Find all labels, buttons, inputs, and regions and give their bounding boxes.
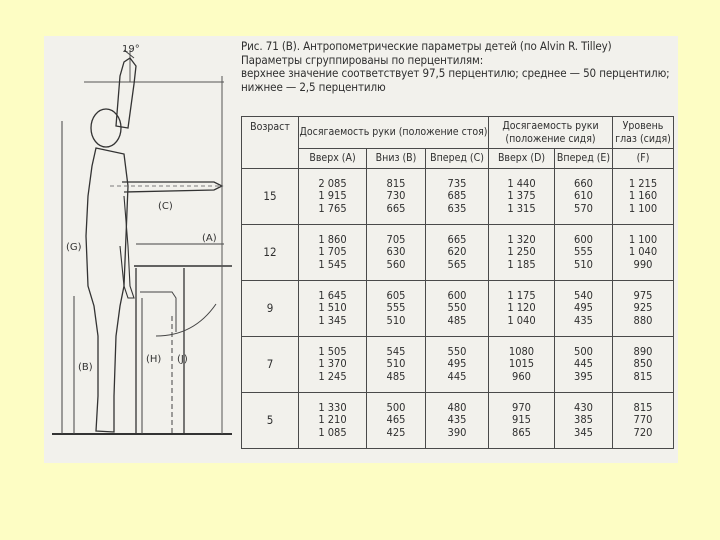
percentile-value: 1 210 (318, 413, 347, 427)
percentile-value: 540 (574, 288, 593, 302)
value-cell-f (613, 281, 674, 337)
anthropometric-table (241, 116, 674, 449)
value-cell-c (426, 169, 489, 225)
percentile-value: 705 (386, 232, 406, 246)
percentile-value: 1 645 (318, 288, 347, 302)
label-j: (J) (177, 354, 188, 365)
percentile-value: 485 (447, 313, 467, 327)
age-cell: 7 (242, 337, 299, 393)
percentile-value: 485 (386, 369, 406, 383)
percentile-value: 480 (447, 400, 467, 414)
percentile-value: 770 (633, 413, 653, 427)
percentile-value: 510 (574, 257, 593, 271)
percentile-value: 495 (447, 357, 467, 371)
percentile-value: 445 (574, 357, 593, 371)
label-a: (A) (202, 233, 217, 244)
value-cell-d (489, 337, 555, 393)
percentile-value: 395 (574, 369, 593, 383)
percentile-value: 1 370 (318, 357, 347, 371)
caption-line-4: нижнее — 2,5 перцентилю (241, 80, 386, 94)
value-cell-c (426, 225, 489, 281)
percentile-value: 565 (447, 257, 467, 271)
percentile-value: 465 (386, 413, 406, 427)
age-cell: 12 (242, 225, 299, 281)
percentile-value: 1 440 (507, 176, 536, 190)
percentile-value: 665 (386, 201, 406, 215)
value-cell-a (299, 281, 367, 337)
percentile-value: 1 245 (318, 369, 347, 383)
value-cell-a (299, 225, 367, 281)
percentile-value: 880 (633, 313, 653, 327)
percentile-value: 1 185 (507, 257, 536, 271)
percentile-value: 550 (447, 344, 467, 358)
value-cell-d (489, 169, 555, 225)
percentile-value: 510 (386, 357, 406, 371)
percentile-value: 495 (574, 301, 593, 315)
percentile-value: 665 (447, 232, 467, 246)
percentile-value: 510 (386, 313, 406, 327)
percentile-value: 560 (386, 257, 406, 271)
label-g: (G) (66, 242, 82, 253)
percentile-value: 850 (633, 357, 653, 371)
percentile-value: 635 (447, 201, 467, 215)
percentile-value: 2 085 (318, 176, 347, 190)
table-row (242, 337, 674, 393)
percentile-value: 345 (574, 425, 593, 439)
percentile-value: 925 (633, 301, 653, 315)
percentile-value: 435 (447, 413, 467, 427)
value-cell-a (299, 169, 367, 225)
percentile-value: 390 (447, 425, 467, 439)
age-cell: 15 (242, 169, 299, 225)
percentile-value: 600 (574, 232, 593, 246)
value-cell-b (367, 337, 426, 393)
value-cell-e (555, 169, 613, 225)
percentile-value: 605 (386, 288, 406, 302)
value-cell-b (367, 393, 426, 449)
value-cell-c (426, 281, 489, 337)
figure-caption (241, 40, 675, 94)
label-b: (B) (78, 362, 93, 373)
value-cell-a (299, 337, 367, 393)
percentile-value: 1 100 (628, 201, 658, 215)
caption-line-2: Параметры сгруппированы по перцентилям: (241, 53, 484, 67)
value-cell-a (299, 393, 367, 449)
value-cell-b (367, 281, 426, 337)
percentile-value: 735 (447, 176, 467, 190)
percentile-value: 1 100 (628, 232, 658, 246)
table-body (242, 169, 674, 449)
percentile-value: 425 (386, 425, 406, 439)
value-cell-d (489, 225, 555, 281)
percentile-value: 500 (574, 344, 593, 358)
percentile-value: 545 (386, 344, 406, 358)
percentile-value: 1 545 (318, 257, 347, 271)
value-cell-c (426, 393, 489, 449)
percentile-value: 600 (447, 288, 467, 302)
header-forward-c: Вперед (C) (426, 149, 489, 169)
percentile-value: 555 (574, 245, 593, 259)
label-c: (C) (158, 201, 173, 212)
percentile-value: 1 505 (318, 344, 347, 358)
header-forward-e: Вперед (E) (555, 149, 613, 169)
age-cell: 5 (242, 393, 299, 449)
percentile-value: 815 (633, 369, 653, 383)
header-eye-level: Уровень глаз (сидя) (613, 117, 674, 149)
label-h: (H) (146, 354, 162, 365)
header-down-b: Вниз (B) (367, 149, 426, 169)
percentile-value: 730 (386, 189, 406, 203)
age-cell: 9 (242, 281, 299, 337)
percentile-value: 1 860 (318, 232, 347, 246)
value-cell-f (613, 169, 674, 225)
value-cell-b (367, 225, 426, 281)
percentile-value: 620 (447, 245, 467, 259)
percentile-value: 1 330 (318, 400, 347, 414)
percentile-value: 550 (447, 301, 467, 315)
percentile-value: 630 (386, 245, 406, 259)
percentile-value: 430 (574, 400, 593, 414)
percentile-value: 555 (386, 301, 406, 315)
percentile-value: 385 (574, 413, 593, 427)
header-up-d: Вверх (D) (489, 149, 555, 169)
percentile-value: 915 (512, 413, 531, 427)
percentile-value: 1 510 (318, 301, 347, 315)
scanned-page (44, 36, 678, 463)
percentile-value: 815 (633, 400, 653, 414)
percentile-value: 970 (512, 400, 531, 414)
percentile-value: 865 (512, 425, 531, 439)
percentile-value: 975 (633, 288, 653, 302)
percentile-value: 1 375 (507, 189, 536, 203)
percentile-value: 445 (447, 369, 467, 383)
percentile-value: 890 (633, 344, 653, 358)
percentile-value: 1 315 (507, 201, 536, 215)
header-f: (F) (613, 149, 674, 169)
percentile-value: 1 215 (628, 176, 658, 190)
header-up-a: Вверх (A) (299, 149, 367, 169)
percentile-value: 610 (574, 189, 593, 203)
value-cell-d (489, 393, 555, 449)
percentile-value: 685 (447, 189, 467, 203)
header-reach-standing: Досягаемость руки (положение стоя) (299, 117, 489, 149)
percentile-value: 990 (633, 257, 653, 271)
percentile-value: 1 175 (507, 288, 536, 302)
percentile-value: 1 160 (628, 189, 658, 203)
value-cell-e (555, 225, 613, 281)
percentile-value: 1015 (508, 357, 535, 371)
percentile-value: 1 765 (318, 201, 347, 215)
value-cell-c (426, 337, 489, 393)
value-cell-f (613, 337, 674, 393)
value-cell-e (555, 281, 613, 337)
percentile-value: 1 345 (318, 313, 347, 327)
percentile-value: 1 040 (628, 245, 658, 259)
percentile-value: 1 250 (507, 245, 536, 259)
percentile-value: 1080 (508, 344, 535, 358)
percentile-value: 500 (386, 400, 406, 414)
percentile-value: 1 915 (318, 189, 347, 203)
table-row (242, 225, 674, 281)
percentile-value: 1 040 (507, 313, 536, 327)
value-cell-e (555, 337, 613, 393)
percentile-value: 660 (574, 176, 593, 190)
table-row (242, 281, 674, 337)
percentile-value: 815 (386, 176, 406, 190)
percentile-value: 435 (574, 313, 593, 327)
percentile-value: 1 085 (318, 425, 347, 439)
header-age: Возраст (242, 117, 299, 169)
percentile-value: 570 (574, 201, 593, 215)
table-row (242, 393, 674, 449)
percentile-value: 1 120 (507, 301, 536, 315)
header-reach-seated: Досягаемость руки (положение сидя) (489, 117, 613, 149)
caption-line-1: Рис. 71 (В). Антропометрические параметры детей (по Alvin R. Tilley) (241, 40, 612, 53)
percentile-value: 720 (633, 425, 653, 439)
value-cell-f (613, 225, 674, 281)
percentile-value: 960 (512, 369, 531, 383)
value-cell-b (367, 169, 426, 225)
angle-label: 19° (122, 44, 140, 55)
percentile-value: 1 320 (507, 232, 536, 246)
value-cell-f (613, 393, 674, 449)
caption-line-3: верхнее значение соответствует 97,5 перцентилю; среднее — 50 перцентилю; (241, 67, 670, 80)
percentile-value: 1 705 (318, 245, 347, 259)
value-cell-e (555, 393, 613, 449)
table-row (242, 169, 674, 225)
value-cell-d (489, 281, 555, 337)
